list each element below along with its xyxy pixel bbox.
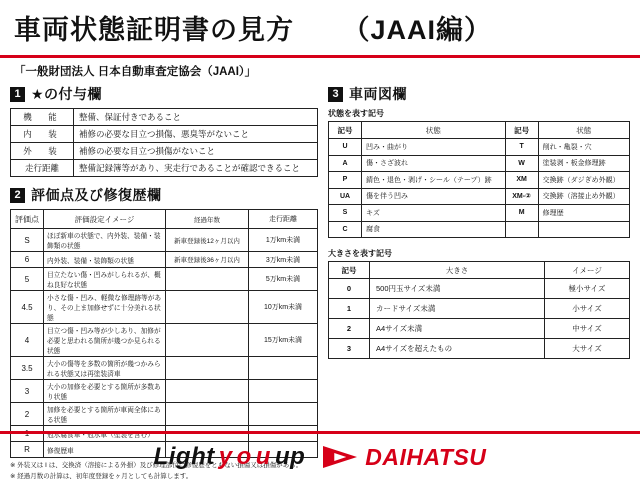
cell-image: 冠水腐食車・冠水車（塗装を含む） [44, 426, 166, 442]
cell-distance: 15万km未満 [249, 324, 318, 357]
table-row [11, 380, 318, 403]
cell-image: 内外装、装備・装飾類の状態 [44, 252, 166, 268]
cell-size: A4サイズを超えたもの [370, 339, 545, 359]
cell-symbol [505, 221, 538, 238]
table-row [11, 143, 318, 160]
document-footer [0, 431, 640, 480]
cell-years [166, 403, 249, 426]
left-column [10, 82, 318, 482]
cell-state: 塗装剥・板金修理跡 [538, 155, 629, 172]
col-header-symbol-2: 記号 [505, 122, 538, 139]
section-2-number: 2 [10, 188, 25, 203]
row-value: 整備記録簿等があり、実走行であることが確認できること [74, 160, 318, 177]
cell-symbol: M [505, 205, 538, 222]
cell-years [166, 291, 249, 324]
table-row [11, 403, 318, 426]
cell-state: 交換跡（ダジぎめ外観） [538, 172, 629, 189]
col-header-image: イメージ [545, 262, 630, 279]
row-value: 補修の必要な目立つ損傷がないこと [74, 143, 318, 160]
cell-years: 新車登録後12ヶ月以内 [166, 229, 249, 252]
col-header-score: 評価点 [11, 210, 44, 229]
cell-state: 凹み・曲がり [362, 139, 506, 156]
table-row [11, 252, 318, 268]
light-y: y [218, 443, 233, 470]
cell-image: 大小の傷等を多数の箇所が幾つかみられる状態又は再塗装済車 [44, 357, 166, 380]
section-2-table [10, 209, 318, 458]
section-2-title: 評価点及び修復歴欄 [31, 187, 162, 203]
cell-score: 6 [11, 252, 44, 268]
section-1-title: ★の付与欄 [31, 86, 103, 102]
cell-symbol: P [329, 172, 362, 189]
col-header-years: 経過年数 [166, 210, 249, 229]
col-header-image: 評価設定イメージ [44, 210, 166, 229]
cell-image: 小サイズ [545, 299, 630, 319]
cell-score: 3 [11, 380, 44, 403]
state-symbol-table [328, 121, 630, 238]
cell-years [166, 357, 249, 380]
col-header-symbol: 記号 [329, 262, 370, 279]
cell-image: 大小の加修を必要とする箇所が多数あり状態 [44, 380, 166, 403]
col-header-symbol: 記号 [329, 122, 362, 139]
document-body [0, 82, 640, 482]
table-header-row [329, 122, 630, 139]
table-row [11, 126, 318, 143]
table-row [11, 229, 318, 252]
table-header-row [11, 210, 318, 229]
cell-state: 傷・さざ波れ [362, 155, 506, 172]
table-row [329, 221, 630, 238]
cell-score: 4 [11, 324, 44, 357]
section-2-note-2: ※ 経過月数の計算は、初年度登録をヶ月としても計算します。 [10, 472, 193, 480]
cell-image: 中サイズ [545, 319, 630, 339]
cell-years [166, 324, 249, 357]
daihatsu-logo-icon [323, 446, 357, 468]
cell-distance [249, 403, 318, 426]
light-o: o [236, 443, 252, 470]
page-title-main: 車両状態証明書の見方 [14, 15, 294, 45]
row-key: 走行距離 [11, 160, 74, 177]
col-header-state-2: 状態 [538, 122, 629, 139]
cell-score: 5 [11, 268, 44, 291]
document-header [0, 0, 640, 58]
cell-distance: 3万km未満 [249, 252, 318, 268]
cell-score: 3.5 [11, 357, 44, 380]
table-row [329, 339, 630, 359]
cell-state: 腐食 [362, 221, 506, 238]
col-header-distance: 走行距離 [249, 210, 318, 229]
section-1-header [10, 84, 318, 104]
cell-symbol: C [329, 221, 362, 238]
table-row [11, 291, 318, 324]
light-u: u [255, 443, 271, 470]
cell-state: 修理歴 [538, 205, 629, 222]
cell-image: 目立たない傷・凹みがしられるが、概ね良好な状態 [44, 268, 166, 291]
cell-years [166, 268, 249, 291]
cell-symbol: 1 [329, 299, 370, 319]
cell-distance [249, 357, 318, 380]
section-3-number: 3 [328, 87, 343, 102]
cell-symbol: W [505, 155, 538, 172]
cell-score: 1 [11, 426, 44, 442]
cell-symbol: A [329, 155, 362, 172]
page-title [14, 8, 492, 47]
cell-distance: 5万km未満 [249, 268, 318, 291]
cell-state: キズ [362, 205, 506, 222]
cell-score: 2 [11, 403, 44, 426]
table-row [11, 160, 318, 177]
cell-distance: 1万km未満 [249, 229, 318, 252]
table-row [329, 155, 630, 172]
row-key: 内 装 [11, 126, 74, 143]
section-3-label-state: 状態を表す記号 [328, 109, 384, 118]
cell-image: 加修を必要とする箇所が車両全体にある状態 [44, 403, 166, 426]
cell-state: 傷を伴う凹み [362, 188, 506, 205]
section-2-note-1: ※ 外装又は Ⅰ は、交換済（溶接による外損）及び修理部位に修復歴をともない損傷又は損傷がある。 [10, 462, 303, 469]
cell-years [166, 380, 249, 403]
daihatsu-wordmark: DAIHATSU [365, 443, 487, 470]
col-header-size: 大きさ [370, 262, 545, 279]
size-symbol-table [328, 261, 630, 359]
table-header-row [329, 262, 630, 279]
table-row [11, 324, 318, 357]
row-value: 補修の必要な目立つ損傷、悪臭等がないこと [74, 126, 318, 143]
page-subtitle: 「一般財団法人 日本自動車査定協会（JAAI）」 [14, 66, 257, 78]
table-row [329, 279, 630, 299]
table-row [11, 268, 318, 291]
cell-symbol: T [505, 139, 538, 156]
row-key: 機 能 [11, 109, 74, 126]
cell-size: カードサイズ未満 [370, 299, 545, 319]
light-you-up-logo [154, 443, 306, 471]
cell-symbol: 0 [329, 279, 370, 299]
cell-image: 小さな傷・凹み、軽微な修理跡等があり、その上ま加修せずに十分美れる状態 [44, 291, 166, 324]
cell-symbol: U [329, 139, 362, 156]
cell-size: 500円玉サイズ未満 [370, 279, 545, 299]
section-3-header [328, 84, 630, 104]
cell-years: 新車登録後36ヶ月以内 [166, 252, 249, 268]
page-title-sub: （JAAI編） [342, 15, 493, 45]
section-1-table [10, 108, 318, 177]
table-row [329, 139, 630, 156]
cell-image: 目立つ傷・凹み等が少しあり、加修が必要と思われる箇所が幾つか見られる状態 [44, 324, 166, 357]
row-key: 外 装 [11, 143, 74, 160]
row-value: 整備、保証付きであること [74, 109, 318, 126]
table-row [329, 172, 630, 189]
cell-symbol: XM-② [505, 188, 538, 205]
cell-distance [249, 380, 318, 403]
light-word: Light [153, 443, 215, 470]
table-row [329, 205, 630, 222]
cell-symbol: 2 [329, 319, 370, 339]
cell-state [538, 221, 629, 238]
table-row [329, 299, 630, 319]
table-row [329, 319, 630, 339]
table-row [11, 109, 318, 126]
section-2-header [10, 185, 318, 205]
cell-symbol: UA [329, 188, 362, 205]
cell-symbol: 3 [329, 339, 370, 359]
cell-score: 4.5 [11, 291, 44, 324]
cell-distance: 10万km未満 [249, 291, 318, 324]
section-1-number: 1 [10, 87, 25, 102]
cell-score: S [11, 229, 44, 252]
cell-image: 大サイズ [545, 339, 630, 359]
cell-image: 極小サイズ [545, 279, 630, 299]
section-3-label-size: 大きさを表す記号 [328, 249, 392, 258]
col-header-state: 状態 [362, 122, 506, 139]
cell-state: 交換跡（溶接止め外観） [538, 188, 629, 205]
section-3-title: 車両図欄 [349, 86, 407, 102]
cell-symbol: S [329, 205, 362, 222]
table-row [329, 188, 630, 205]
cell-image: ほぼ新車の状態で、内外装、装備・装飾類の状態 [44, 229, 166, 252]
cell-symbol: XM [505, 172, 538, 189]
daihatsu-brand [323, 444, 486, 471]
right-column [328, 82, 630, 482]
cell-state: 削れ・亀裂・穴 [538, 139, 629, 156]
cell-image: 修復歴車 [44, 442, 166, 458]
cell-score: R [11, 442, 44, 458]
light-up: up [274, 443, 306, 470]
cell-state: 錆色・退色・剥げ・シール（テープ）跡 [362, 172, 506, 189]
table-row [11, 357, 318, 380]
cell-size: A4サイズ未満 [370, 319, 545, 339]
